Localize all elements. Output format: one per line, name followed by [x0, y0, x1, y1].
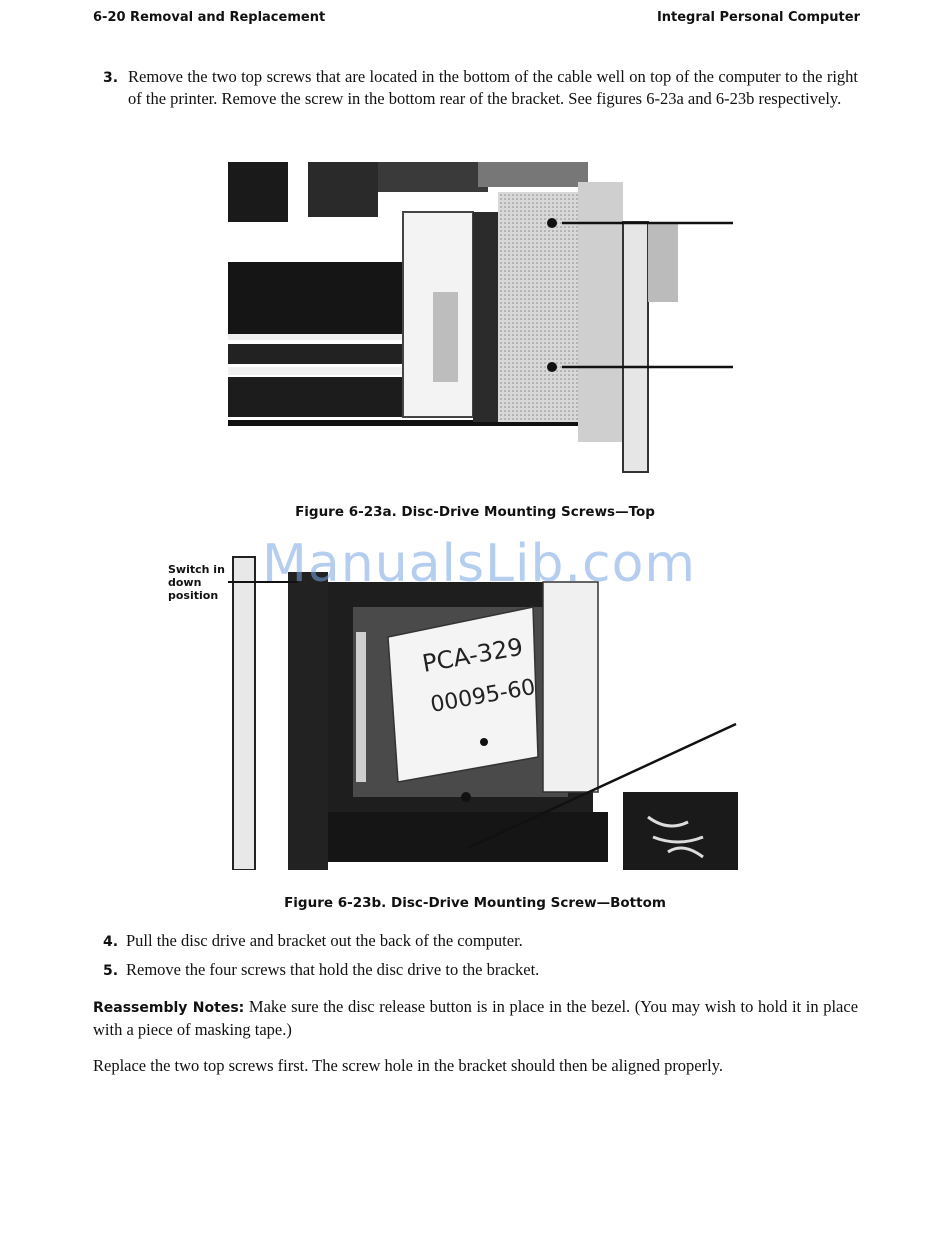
step-4-number: 4. — [103, 934, 119, 950]
watermark: ManualsLib.com — [262, 534, 697, 594]
step-4-text: Pull the disc drive and bracket out the back of the computer. — [126, 931, 523, 950]
step-3-text: Remove the two top screws that are located in the bottom of the cable well on top of the computer to the right of the printer. Remove the screw in the bottom rear of the bracket. See figures 6-23a and 6-23b respectively. — [128, 67, 858, 108]
step-3-number: 3. — [103, 70, 119, 86]
figure-6-23a-caption: Figure 6-23a. Disc-Drive Mounting Screws—Top — [295, 504, 655, 520]
step-5-text: Remove the four screws that hold the disc drive to the bracket. — [126, 960, 540, 979]
photo-label-line-1: PCA-329 — [420, 632, 526, 678]
reassembly-notes — [93, 996, 858, 1041]
page-header-right: Integral Personal Computer — [656, 10, 860, 25]
figure-6-23a-photo — [228, 162, 733, 480]
switch-position-label: Switch in down position — [168, 563, 225, 602]
figure-6-23b-photo — [228, 552, 738, 870]
page-header-left: 6-20 Removal and Replacement — [93, 10, 326, 25]
reassembly-notes-label: Reassembly Notes: — [93, 1000, 245, 1016]
reassembly-notes-text: Make sure the disc release button is in place in the bezel. (You may wish to hold it in place with a piece of masking tape.) — [93, 997, 859, 1039]
final-paragraph: Replace the two top screws first. The screw hole in the bracket should then be aligned properly. — [93, 1056, 724, 1075]
photo-label-line-2: 00095-60 — [428, 674, 538, 718]
step-5-number: 5. — [103, 963, 119, 979]
figure-6-23b-caption: Figure 6-23b. Disc-Drive Mounting Screw—Bottom — [284, 895, 666, 911]
